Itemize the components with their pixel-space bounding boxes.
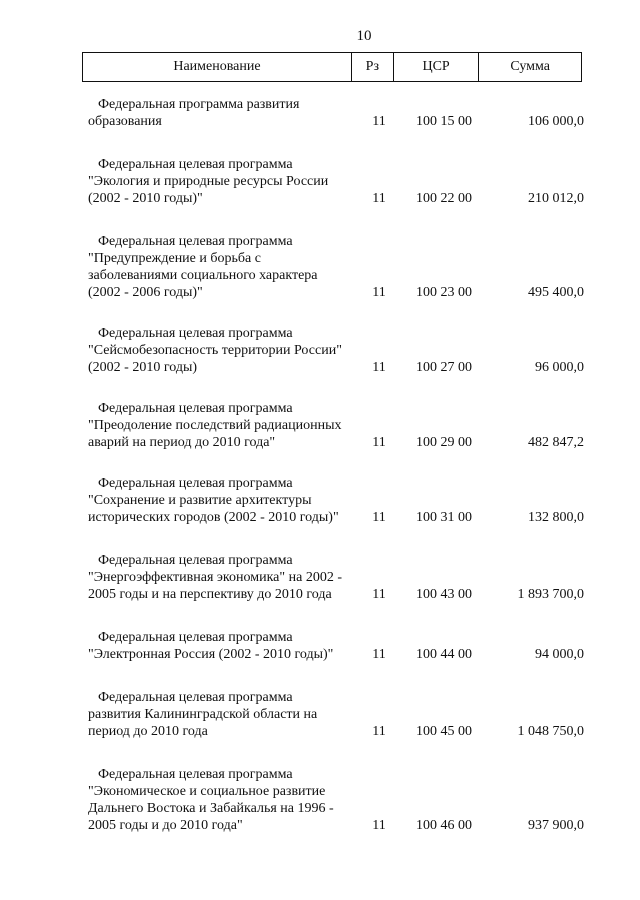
- program-name-line: Федеральная целевая программа: [98, 401, 293, 416]
- program-name-line: аварий на период до 2010 года": [88, 435, 276, 450]
- program-name-line: (2002 - 2010 годы)": [88, 191, 203, 206]
- program-name: [82, 233, 360, 301]
- rz-cell: 11: [372, 724, 386, 739]
- sum-cell: 210 012,0: [528, 191, 584, 206]
- program-name-line: Федеральная программа развития: [98, 97, 300, 112]
- program-name-line: Федеральная целевая программа: [98, 234, 293, 249]
- program-name-line: 2005 годы и до 2010 года": [88, 818, 243, 833]
- program-name-line: Федеральная целевая программа: [98, 157, 293, 172]
- rz-cell: 11: [372, 647, 386, 662]
- program-name-line: Федеральная целевая программа: [98, 690, 293, 705]
- program-name-line: 2005 годы и на перспективу до 2010 года: [88, 587, 332, 602]
- table-header: [82, 52, 582, 82]
- sum-cell: 1 893 700,0: [517, 587, 584, 602]
- rz-cell: 11: [372, 191, 386, 206]
- program-name-line: "Сейсмобезопасность территории России": [88, 343, 342, 358]
- program-name: [82, 766, 360, 834]
- sum-cell: 106 000,0: [528, 114, 584, 129]
- program-name-line: "Сохранение и развитие архитектуры: [88, 493, 312, 508]
- csr-cell: 100 44 00: [416, 647, 472, 662]
- program-name-line: период до 2010 года: [88, 724, 208, 739]
- program-name-line: исторических городов (2002 - 2010 годы)": [88, 510, 339, 525]
- program-name-line: образования: [88, 114, 162, 129]
- program-name-line: Дальнего Востока и Забайкалья на 1996 -: [88, 801, 334, 816]
- program-name: [82, 96, 360, 130]
- table-row: [82, 629, 582, 663]
- header-name: Наименование: [83, 53, 352, 81]
- rz-cell: 11: [372, 360, 386, 375]
- program-name: [82, 552, 360, 603]
- program-name-line: "Экономическое и социальное развитие: [88, 784, 326, 799]
- rz-cell: 11: [372, 435, 386, 450]
- sum-cell: 132 800,0: [528, 510, 584, 525]
- csr-cell: 100 27 00: [416, 360, 472, 375]
- program-name-line: "Электронная Россия (2002 - 2010 годы)": [88, 647, 334, 662]
- sum-cell: 94 000,0: [535, 647, 584, 662]
- header-sum: Сумма: [510, 59, 551, 74]
- header-rz: Рз: [352, 53, 394, 81]
- sum-cell: 937 900,0: [528, 818, 584, 833]
- table-row: [82, 325, 582, 376]
- program-name-line: "Экология и природные ресурсы России: [88, 174, 329, 189]
- rz-cell: 11: [372, 510, 386, 525]
- table-row: [82, 552, 582, 603]
- program-name: [82, 156, 360, 207]
- csr-cell: 100 43 00: [416, 587, 472, 602]
- program-name-line: "Предупреждение и борьба с: [88, 251, 261, 266]
- table-row: [82, 475, 582, 526]
- csr-cell: 100 22 00: [416, 191, 472, 206]
- program-name-line: (2002 - 2010 годы): [88, 360, 198, 375]
- program-name-line: Федеральная целевая программа: [98, 553, 293, 568]
- program-name-line: Федеральная целевая программа: [98, 326, 293, 341]
- sum-cell: 482 847,2: [528, 435, 584, 450]
- program-name-line: Федеральная целевая программа: [98, 767, 293, 782]
- program-name: [82, 400, 360, 451]
- program-name: [82, 475, 360, 526]
- table-row: [82, 233, 582, 301]
- table-row: [82, 96, 582, 130]
- program-name-line: (2002 - 2006 годы)": [88, 285, 203, 300]
- page-number: 10: [356, 28, 372, 44]
- rz-cell: 11: [372, 587, 386, 602]
- rz-cell: 11: [372, 818, 386, 833]
- program-name-line: Федеральная целевая программа: [98, 476, 293, 491]
- program-name-line: "Преодоление последствий радиационных: [88, 418, 342, 433]
- table-row: [82, 689, 582, 740]
- sum-cell: 96 000,0: [535, 360, 584, 375]
- csr-cell: 100 45 00: [416, 724, 472, 739]
- csr-cell: 100 31 00: [416, 510, 472, 525]
- program-name: [82, 629, 360, 663]
- table-row: [82, 400, 582, 451]
- table-row: [82, 766, 582, 834]
- table-row: [82, 156, 582, 207]
- csr-cell: 100 15 00: [416, 114, 472, 129]
- rz-cell: 11: [372, 114, 386, 129]
- program-name-line: "Энергоэффективная экономика" на 2002 -: [88, 570, 342, 585]
- sum-cell: 495 400,0: [528, 285, 584, 300]
- sum-cell: 1 048 750,0: [517, 724, 584, 739]
- program-name-line: Федеральная целевая программа: [98, 630, 293, 645]
- header-csr: ЦСР: [394, 53, 480, 81]
- program-name: [82, 325, 360, 376]
- program-name-line: развития Калининградской области на: [88, 707, 318, 722]
- program-name-line: заболеваниями социального характера: [88, 268, 318, 283]
- csr-cell: 100 23 00: [416, 285, 472, 300]
- csr-cell: 100 29 00: [416, 435, 472, 450]
- rz-cell: 11: [372, 285, 386, 300]
- table-body: [82, 96, 582, 834]
- csr-cell: 100 46 00: [416, 818, 472, 833]
- program-name: [82, 689, 360, 740]
